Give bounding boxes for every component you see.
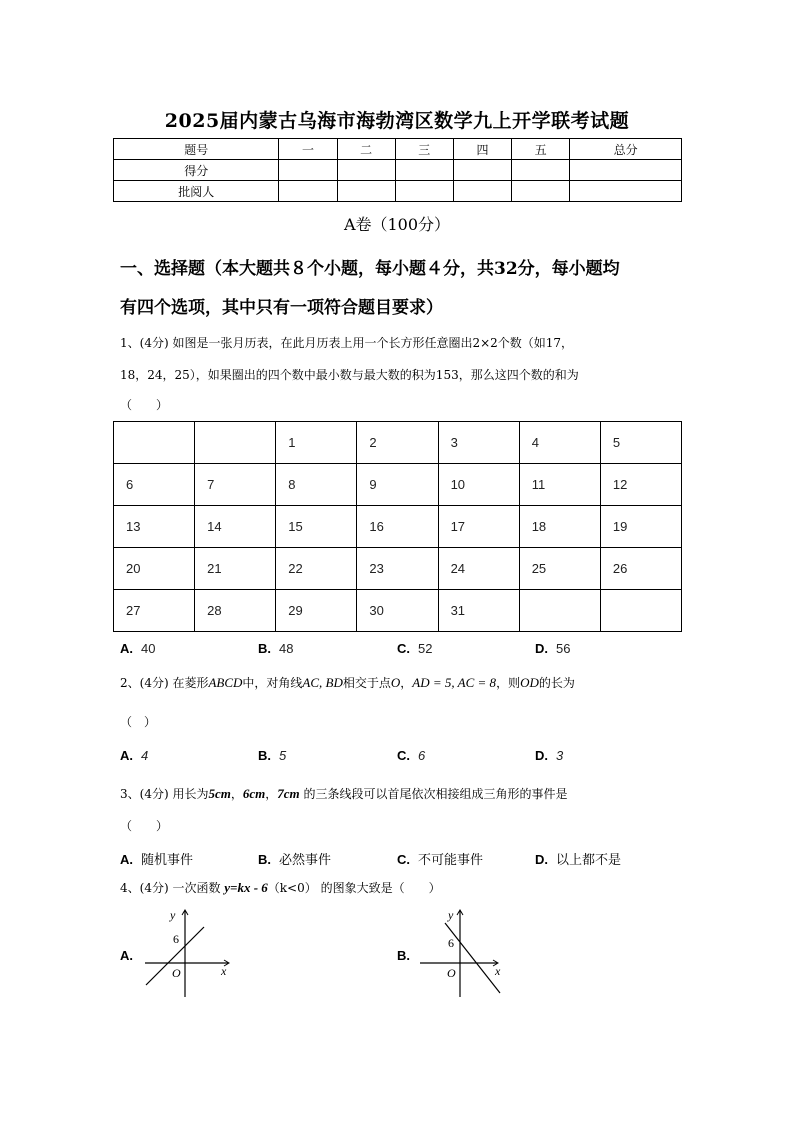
q2-option-b[interactable]: B. 5: [258, 748, 287, 763]
grader-cell[interactable]: [337, 181, 395, 202]
x-label: x: [221, 964, 227, 978]
section-a-title: A卷（100分）: [343, 215, 451, 234]
q3-option-b[interactable]: B. 必然事件: [258, 852, 332, 868]
calendar-cell: 8: [276, 464, 357, 506]
q1-option-a[interactable]: A. 40: [120, 641, 156, 656]
calendar-cell: 17: [438, 506, 519, 548]
y-label: y: [448, 908, 454, 922]
q2-line1: 2、(4分) 在菱形ABCD中，对角线AC, BD相交于点O，AD = 5, AC = 8，则OD的长为: [120, 675, 575, 690]
header-cell: 四: [453, 139, 511, 160]
calendar-cell: [519, 590, 600, 632]
q1-option-b[interactable]: B. 48: [258, 641, 294, 656]
part1-heading-line1: 一、选择题（本大题共８个小题，每小题４分，共32分，每小题均: [120, 259, 620, 279]
q3-line2: （ ）: [120, 819, 169, 833]
q1-option-c[interactable]: C. 52: [397, 641, 433, 656]
calendar-cell: 31: [438, 590, 519, 632]
calendar-cell: [600, 590, 681, 632]
calendar-cell: 27: [114, 590, 195, 632]
calendar-row: [114, 422, 682, 464]
header-cell: 五: [512, 139, 570, 160]
calendar-cell: 6: [114, 464, 195, 506]
origin-label: O: [172, 966, 181, 980]
calendar-cell: 4: [519, 422, 600, 464]
grader-cell[interactable]: [395, 181, 453, 202]
score-table-header: [114, 139, 682, 160]
score-cell[interactable]: [337, 160, 395, 181]
exam-title: 2025届内蒙古乌海市海勃湾区数学九上开学联考试题: [164, 110, 630, 132]
calendar-cell: 7: [195, 464, 276, 506]
q1-option-d[interactable]: D. 56: [535, 641, 571, 656]
calendar-cell: 22: [276, 548, 357, 590]
origin-label: O: [447, 966, 456, 980]
calendar-cell: 10: [438, 464, 519, 506]
q4-graph-b[interactable]: [415, 905, 510, 1002]
header-cell: 二: [337, 139, 395, 160]
calendar-row: [114, 464, 682, 506]
row-label: 得分: [114, 160, 279, 181]
q2-shape: ABCD: [208, 675, 243, 690]
calendar-cell: 23: [357, 548, 438, 590]
q2-option-c[interactable]: C. 6: [397, 748, 426, 763]
calendar-cell: 15: [276, 506, 357, 548]
calendar-cell: 18: [519, 506, 600, 548]
grader-cell[interactable]: [279, 181, 337, 202]
intercept-label: 6: [173, 932, 179, 946]
score-row: [114, 160, 682, 181]
score-cell[interactable]: [279, 160, 337, 181]
q3-option-a[interactable]: A. 随机事件: [120, 852, 194, 868]
part1-heading-line2: 有四个选项，其中只有一项符合题目要求）: [120, 298, 443, 318]
q1-line2: 18，24，25），如果圈出的四个数中最小数与最大数的积为153，那么这四个数的和为: [120, 368, 579, 382]
grader-row: [114, 181, 682, 202]
header-cell: 总分: [570, 139, 682, 160]
graph-background: [140, 905, 235, 1002]
q4-line1: 4、(4分) 一次函数 y=kx - 6（k<0） 的图象大致是（ ）: [120, 880, 441, 895]
calendar-cell: 5: [600, 422, 681, 464]
calendar-cell: 2: [357, 422, 438, 464]
calendar-cell: 12: [600, 464, 681, 506]
q4-option-b-label[interactable]: B.: [397, 948, 410, 963]
calendar-cell: 11: [519, 464, 600, 506]
calendar-cell: [195, 422, 276, 464]
q1-line3: （ ）: [120, 398, 169, 412]
calendar-table: [113, 421, 682, 632]
score-cell[interactable]: [395, 160, 453, 181]
y-label: y: [170, 908, 176, 922]
grader-cell[interactable]: [512, 181, 570, 202]
score-cell[interactable]: [512, 160, 570, 181]
score-table: [113, 138, 682, 202]
calendar-cell: 28: [195, 590, 276, 632]
q3-option-c[interactable]: C. 不可能事件: [397, 852, 484, 868]
calendar-cell: 1: [276, 422, 357, 464]
intercept-label: 6: [448, 936, 454, 950]
calendar-cell: 24: [438, 548, 519, 590]
calendar-cell: 21: [195, 548, 276, 590]
calendar-cell: 16: [357, 506, 438, 548]
calendar-cell: 29: [276, 590, 357, 632]
calendar-row: [114, 590, 682, 632]
calendar-row: [114, 548, 682, 590]
calendar-row: [114, 506, 682, 548]
x-label: x: [495, 964, 501, 978]
q3-line1: 3、(4分) 用长为5cm，6cm，7cm 的三条线段可以首尾依次相接组成三角形的事件是: [120, 786, 568, 801]
q4-option-a-label[interactable]: A.: [120, 948, 133, 963]
calendar-cell: 20: [114, 548, 195, 590]
calendar-cell: 14: [195, 506, 276, 548]
score-cell[interactable]: [570, 160, 682, 181]
score-cell[interactable]: [453, 160, 511, 181]
calendar-cell: [114, 422, 195, 464]
grader-cell[interactable]: [453, 181, 511, 202]
q4-graph-a[interactable]: [140, 905, 235, 1002]
q2-option-a[interactable]: A. 4: [120, 748, 149, 763]
calendar-cell: 26: [600, 548, 681, 590]
grader-cell[interactable]: [570, 181, 682, 202]
calendar-cell: 3: [438, 422, 519, 464]
calendar-cell: 13: [114, 506, 195, 548]
row-label: 批阅人: [114, 181, 279, 202]
header-cell: 三: [395, 139, 453, 160]
header-cell: 题号: [114, 139, 279, 160]
q3-option-d[interactable]: D. 以上都不是: [535, 852, 622, 868]
calendar-cell: 30: [357, 590, 438, 632]
q2-option-d[interactable]: D. 3: [535, 748, 564, 763]
q2-line2: （ ）: [120, 715, 157, 729]
q1-line1: 1、(4分) 如图是一张月历表，在此月历表上用一个长方形任意圈出2×2个数（如17，: [120, 336, 574, 350]
header-cell: 一: [279, 139, 337, 160]
calendar-cell: 9: [357, 464, 438, 506]
calendar-cell: 25: [519, 548, 600, 590]
calendar-cell: 19: [600, 506, 681, 548]
